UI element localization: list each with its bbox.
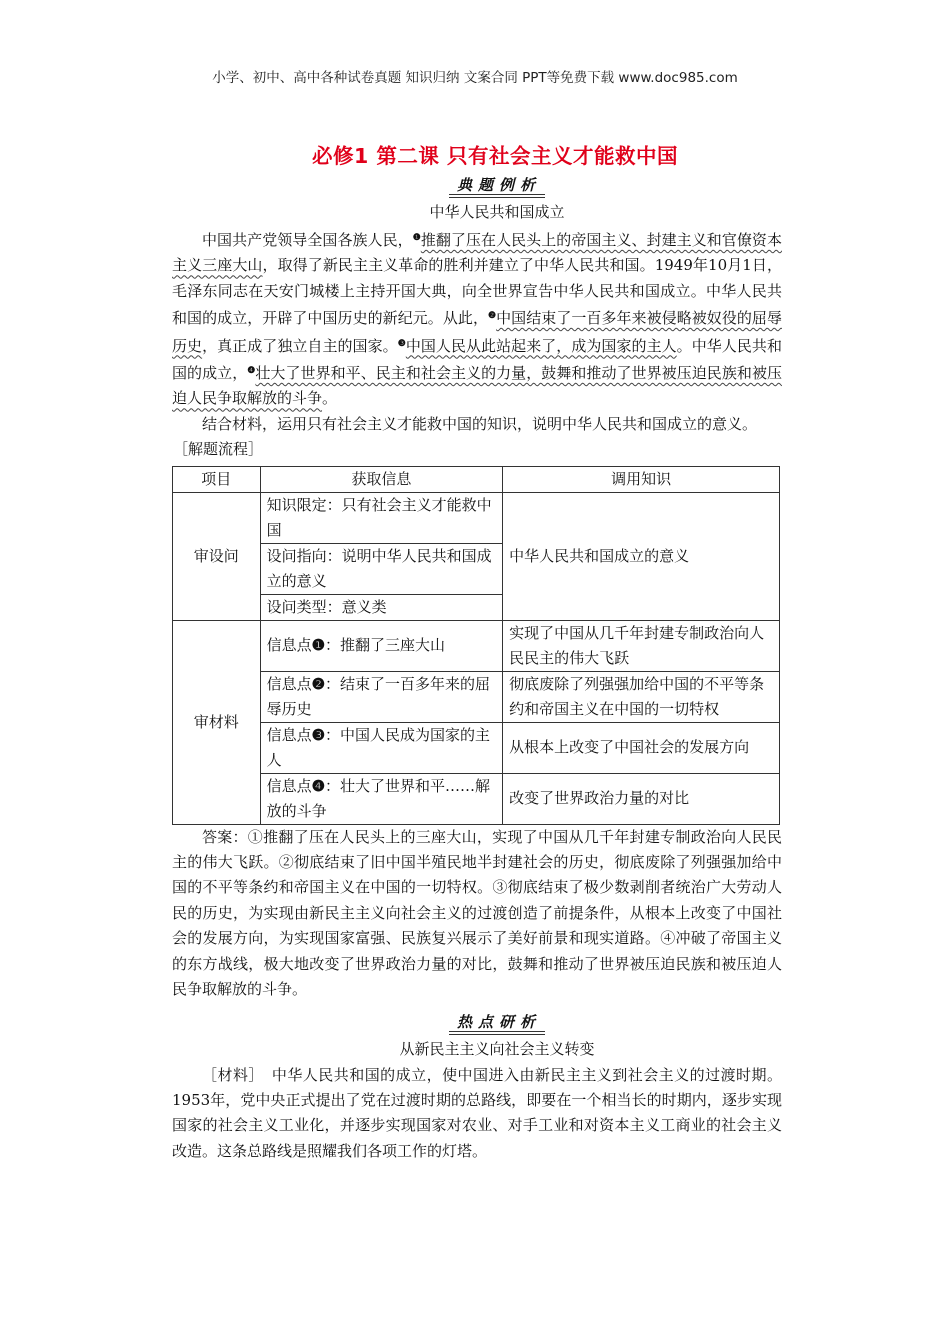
knowledge-cell: 改变了世界政治力量的对比	[503, 773, 780, 824]
section-heading-hot	[212, 1009, 782, 1035]
example-topic: 中华人民共和国成立	[429, 203, 565, 221]
answer-paragraph: 答案：①推翻了压在人民头上的三座大山，实现了中国从几千年封建专制政治向人民民主的伟大飞跃。②彻底结束了旧中国半殖民地半封建社会的历史，彻底废除了列强强加给中国的不平等条约和帝国主义在中国的一切特权。③彻底结束了极少数剥削者统治广大劳动人民的历史，为实现由新民主主义向社会主义的过渡创造了前提条件，从根本上改变了中国社会的发展方向，为实现国家富强、民族复兴展示了美好前景和现实道路。④冲破了帝国主义的东方战线，极大地改变了世界政治力量的对比，鼓舞和推动了世界被压迫民族和被压迫人民争取解放的斗争。	[172, 827, 782, 999]
table-row	[173, 773, 780, 824]
info-text: ：壮大了世界和平……解放的斗争	[266, 776, 491, 820]
info-cell: 设问类型：意义类	[260, 594, 503, 620]
solution-flow-table	[172, 466, 780, 825]
info-text: ：中国人民成为国家的主人	[266, 725, 491, 769]
hot-material-paragraph: ［材料］ 中华人民共和国的成立，使中国进入由新民主主义到社会主义的过渡时期。1953年，党中央正式提出了党在过渡时期的总路线，即要在一个相当长的时期内，逐步实现国家的社会主义工业化，并逐步实现国家对农业、对手工业和对资本主义工商业的社会主义改造。这条总路线是照耀我们各项工作的灯塔。	[172, 1065, 782, 1160]
table-row	[173, 671, 780, 722]
hot-topic: 从新民主主义向社会主义转变	[399, 1039, 595, 1058]
knowledge-cell: 从根本上改变了中国社会的发展方向	[503, 722, 780, 773]
info-number: ❷	[311, 674, 326, 693]
header-cell: 调用知识	[503, 466, 780, 492]
page-header: 小学、初中、高中各种试卷真题 知识归纳 文案合同 PPT等免费下载 www.doc985.com	[212, 70, 738, 86]
process-label: ［解题流程］	[173, 440, 264, 459]
row-label-question: 审设问	[173, 492, 261, 620]
underlined-point-3: 中国人民从此站起来了，成为国家的主人	[405, 336, 677, 355]
info-number: ❸	[311, 725, 326, 744]
marker-3: ❸	[397, 338, 406, 349]
material-text: ，取得了新民主主义革命的胜利并建立了中华人民共和国。1949年10月1日，毛泽东同志在天安门城楼上主持开国大典，向全世界宣告中华人民共和国成立。中华人民共和国的成立，开辟了中国历史的新纪元。从此，	[172, 256, 782, 328]
material-text: 。	[322, 389, 338, 408]
marker-1: ❶	[412, 233, 421, 243]
info-prefix: 信息点	[266, 674, 312, 693]
info-number: ❶	[311, 636, 326, 655]
info-cell	[260, 620, 503, 671]
info-prefix: 信息点	[266, 776, 312, 795]
section-heading-text: 热点研析	[449, 1013, 545, 1035]
header-cell: 项目	[173, 466, 261, 492]
table-row	[173, 722, 780, 773]
info-cell	[260, 773, 503, 824]
row-label-material: 审材料	[173, 620, 261, 824]
knowledge-cell: 中华人民共和国成立的意义	[503, 492, 780, 620]
material-text: 中国共产党领导全国各族人民，	[202, 231, 413, 249]
section-heading-text: 典题例析	[449, 176, 545, 198]
question-text: 结合材料，运用只有社会主义才能救中国的知识，说明中华人民共和国成立的意义。	[202, 414, 758, 433]
table-row	[173, 620, 780, 671]
page-title: 必修1 第二课 只有社会主义才能救中国	[311, 144, 679, 168]
info-number: ❹	[311, 776, 326, 795]
marker-2: ❷	[488, 311, 497, 322]
material-text: 。中华人民共和国的成立，	[172, 336, 782, 383]
info-text: ：推翻了三座大山	[325, 636, 446, 655]
marker-4: ❹	[247, 366, 256, 377]
underlined-point-4: 壮大了世界和平、民主和社会主义的力量，鼓舞和推动了世界被压迫民族和被压迫人民争取解放的斗争	[172, 364, 782, 408]
knowledge-cell: 实现了中国从几千年封建专制政治向人民民主的伟大飞跃	[503, 620, 780, 671]
header-cell: 获取信息	[260, 466, 503, 492]
info-cell: 设问指向：说明中华人民共和国成立的意义	[260, 543, 503, 594]
table-row	[173, 492, 780, 543]
info-text: ：结束了一百多年来的屈辱历史	[266, 674, 491, 718]
material-text: ，真正成了独立自主的国家。	[202, 336, 398, 355]
document-body	[172, 140, 782, 1164]
info-cell: 知识限定：只有社会主义才能救中国	[260, 492, 503, 543]
info-cell	[260, 671, 503, 722]
section-heading-example	[212, 172, 782, 198]
knowledge-cell: 彻底废除了列强强加给中国的不平等条约和帝国主义在中国的一切特权	[503, 671, 780, 722]
info-prefix: 信息点	[266, 636, 312, 655]
material-paragraph	[172, 226, 782, 412]
table-header-row	[173, 466, 780, 492]
info-prefix: 信息点	[266, 725, 312, 744]
underlined-point-2: 中国结束了一百多年来被侵略被奴役的屈辱历史	[172, 309, 782, 355]
info-cell	[260, 722, 503, 773]
underlined-point-1: 推翻了压在人民头上的帝国主义、封建主义和官僚资本主义三座大山	[172, 231, 782, 275]
